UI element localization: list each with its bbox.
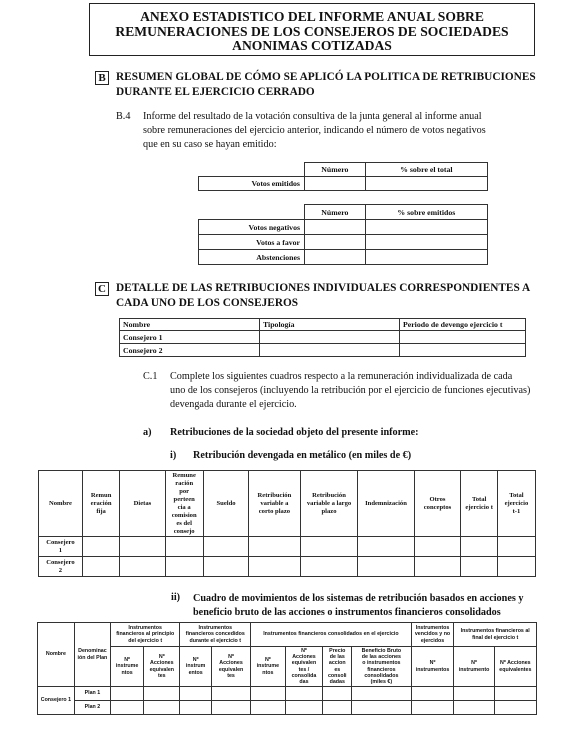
cell-empty [365, 177, 487, 191]
col-tipologia: Tipología [260, 319, 400, 331]
metalico-header: Total ejercicio t-1 [497, 471, 535, 537]
metalico-header: Otros conceptos [414, 471, 461, 537]
instrument-subheader: Precio de las accion es consoli dadas [323, 647, 352, 687]
metalico-cell [82, 537, 120, 557]
instrument-cell [144, 687, 180, 701]
instrument-cell [211, 701, 250, 715]
c1-line-3: devengada durante el ejercicio. [170, 399, 297, 411]
instrument-cell [251, 687, 285, 701]
row-consejero-1: Consejero 1 [38, 687, 75, 715]
instrument-subheader: Nº instrumento [454, 647, 494, 687]
instrument-cell [180, 687, 212, 701]
col-numero: Número [305, 205, 366, 220]
instrument-group-header: Instrumentos financieros concedidos durante el ejercicio t [180, 623, 251, 647]
b4-line-3: que en su caso se hayan emitido: [143, 139, 277, 151]
cell-empty [304, 177, 365, 191]
metalico-cell [358, 537, 414, 557]
metalico-cell [461, 537, 497, 557]
title-line-2: REMUNERACIONES DE LOS CONSEJEROS DE SOCIEDADES [115, 23, 509, 39]
votes-breakdown-table [198, 204, 488, 265]
instrument-cell [323, 701, 352, 715]
consejeros-table [119, 318, 526, 357]
section-b-heading-line-1: RESUMEN GLOBAL DE CÓMO SE APLICÓ LA POLITICA DE RETRIBUCIONES [116, 71, 536, 83]
b4-line-1: Informe del resultado de la votación consultiva de la junta general al informe anual [143, 111, 482, 122]
row-consejero-1: Consejero 1 [120, 331, 260, 344]
instrument-subheader: Nº Acciones equivalen tes [211, 647, 250, 687]
sub-a-text: Retribuciones de la sociedad objeto del presente informe: [170, 427, 419, 438]
title-line-1: ANEXO ESTADISTICO DEL INFORME ANUAL SOBRE [140, 9, 484, 24]
instrument-cell [411, 701, 454, 715]
document-title [89, 3, 535, 56]
col-nombre: Nombre [38, 623, 75, 687]
b4-paragraph [143, 110, 535, 153]
sub-ii-line-2: beneficio bruto de las acciones o instrumentos financieros consolidados [193, 607, 501, 618]
b4-number: B.4 [116, 111, 131, 122]
metalico-cell [203, 537, 248, 557]
metalico-cell [358, 557, 414, 577]
sub-ii-label: ii) [171, 592, 181, 603]
instrument-cell [323, 687, 352, 701]
votes-emitted-table [198, 162, 488, 191]
col-nombre: Nombre [120, 319, 260, 331]
instrument-subheader: Beneficio Bruto de las acciones o instrumentos financieros consolidados (miles €) [352, 647, 412, 687]
row-votos-emitidos: Votos emitidos [199, 177, 305, 191]
metalico-cell [414, 557, 461, 577]
row-consejero-2: Consejero 2 [120, 344, 260, 357]
c1-line-1: Complete los siguientes cuadros respecto a la remuneración individualizada de cada [170, 371, 513, 382]
metalico-cell [120, 557, 165, 577]
instrument-cell [111, 687, 144, 701]
instrument-cell [180, 701, 212, 715]
metalico-cell [120, 537, 165, 557]
metalico-cell [165, 557, 203, 577]
metalico-table [38, 470, 536, 577]
plan-label: Plan 2 [74, 701, 110, 715]
c1-paragraph [170, 370, 535, 413]
instrument-subheader: Nº Acciones equivalen tes [144, 647, 180, 687]
metalico-header: Dietas [120, 471, 165, 537]
instrument-cell [352, 687, 412, 701]
instrument-cell [144, 701, 180, 715]
instrument-cell [411, 687, 454, 701]
instrument-group-header: Instrumentos vencidos y no ejercidos [411, 623, 454, 647]
c1-number: C.1 [143, 371, 158, 382]
instrument-subheader: Nº instrume ntos [251, 647, 285, 687]
metalico-cell [249, 537, 300, 557]
instrument-cell [352, 701, 412, 715]
plan-label: Plan 1 [74, 687, 110, 701]
section-c-heading-line-1: DETALLE DE LAS RETRIBUCIONES INDIVIDUALES CORRESPONDIENTES A [116, 282, 531, 294]
metalico-header: Remune ración por perteen cia a comision es del consejo [165, 471, 203, 537]
instrument-subheader: Nº instrumentos [411, 647, 454, 687]
instrumentos-table [37, 622, 537, 715]
col-periodo: Periodo de devengo ejercicio t [400, 319, 526, 331]
row-votos-favor: Votos a favor [199, 235, 305, 250]
section-c-letter: C [95, 282, 109, 296]
sub-ii-text [193, 592, 533, 620]
metalico-cell [300, 537, 358, 557]
metalico-cell [82, 557, 120, 577]
sub-a-label: a) [143, 427, 152, 438]
metalico-row-name: Consejero 1 [39, 537, 83, 557]
instrument-cell [454, 701, 494, 715]
instrument-subheader: Nº Acciones equivalentes [494, 647, 536, 687]
row-abstenciones: Abstenciones [199, 250, 305, 265]
instrument-subheader: Nº instrume ntos [111, 647, 144, 687]
instrument-group-header: Instrumentos financieros al final del ejercicio t [454, 623, 537, 647]
sub-i-text: Retribución devengada en metálico (en miles de €) [193, 450, 412, 461]
col-numero: Número [304, 163, 365, 177]
instrument-subheader: Nº Acciones equivalen tes / consolida das [285, 647, 323, 687]
section-b-heading [116, 70, 536, 100]
metalico-header: Retribución variable a largo plazo [300, 471, 358, 537]
c1-line-2: uno de los consejeros (incluyendo la retribución por el ejercicio de funciones ejecutivas) [170, 385, 531, 397]
metalico-cell [249, 557, 300, 577]
metalico-header: Sueldo [203, 471, 248, 537]
instrument-cell [285, 701, 323, 715]
metalico-header: Indemnización [358, 471, 414, 537]
instrument-cell [211, 687, 250, 701]
metalico-cell [497, 557, 535, 577]
instrument-cell [285, 687, 323, 701]
instrument-cell [111, 701, 144, 715]
instrument-cell [494, 701, 536, 715]
section-b-letter: B [95, 71, 109, 85]
metalico-header: Remun eración fija [82, 471, 120, 537]
metalico-cell [414, 537, 461, 557]
col-pct-emitidos: % sobre emitidos [365, 205, 487, 220]
instrument-subheader: Nº instrum entos [180, 647, 212, 687]
metalico-cell [461, 557, 497, 577]
b4-line-2: sobre remuneraciones del ejercicio anterior, indicando el número de votos negativos [143, 125, 486, 137]
metalico-cell [497, 537, 535, 557]
section-b-heading-line-2: DURANTE EL EJERCICIO CERRADO [116, 86, 315, 98]
instrument-group-header: Instrumentos financieros al principio del ejercicio t [111, 623, 180, 647]
instrument-cell [251, 701, 285, 715]
title-line-3: ANONIMAS COTIZADAS [232, 38, 392, 53]
instrument-cell [494, 687, 536, 701]
col-denominacion: Denominac ión del Plan [74, 623, 110, 687]
instrument-cell [454, 687, 494, 701]
metalico-header: Total ejercicio t [461, 471, 497, 537]
sub-ii-line-1: Cuadro de movimientos de los sistemas de retribución basados en acciones y [193, 593, 524, 604]
row-votos-negativos: Votos negativos [199, 220, 305, 235]
instrument-group-header: Instrumentos financieros consolidados en el ejercicio [251, 623, 411, 647]
metalico-row-name: Consejero 2 [39, 557, 83, 577]
metalico-cell [165, 537, 203, 557]
sub-i-label: i) [170, 450, 177, 461]
metalico-cell [300, 557, 358, 577]
section-c-heading-line-2: CADA UNO DE LOS CONSEJEROS [116, 297, 299, 309]
section-c-heading [116, 281, 536, 311]
metalico-header: Retribución variable a corto plazo [249, 471, 300, 537]
metalico-cell [203, 557, 248, 577]
col-pct-total: % sobre el total [365, 163, 487, 177]
metalico-header: Nombre [39, 471, 83, 537]
